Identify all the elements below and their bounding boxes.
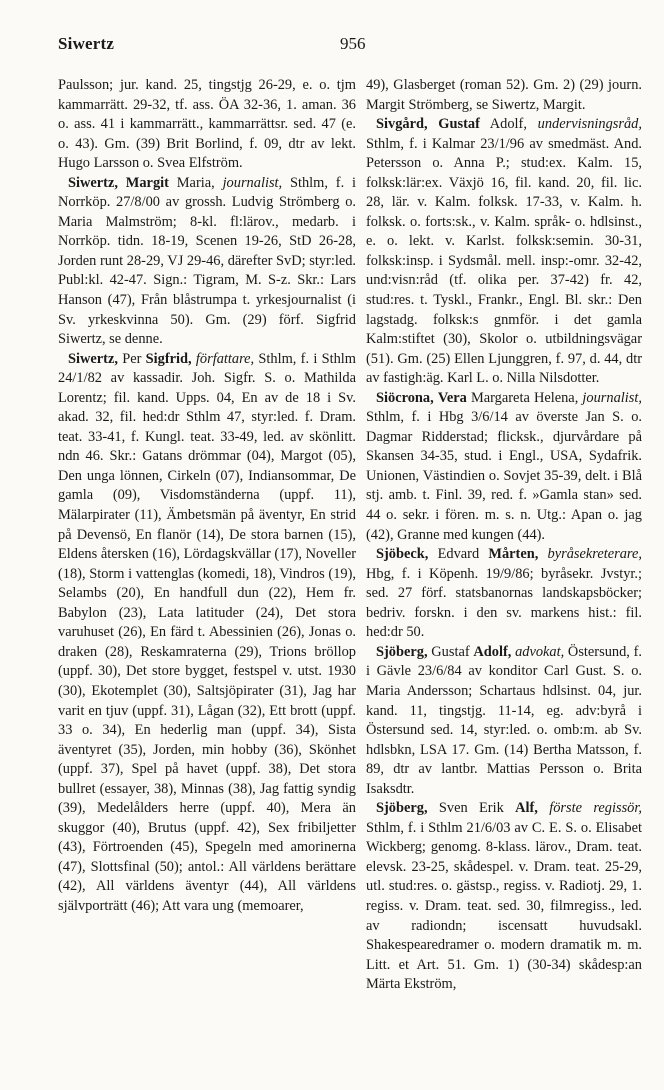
entry-sjobeck-marten: Sjöbeck, Edvard Mårten, byråsekreterare, Hbg, f. i Köpenh. 19/9/86; byråsekr. Jvstyr.; sed. 27 förf. statsbanornas landskapsböcker; bedriv. forskn. i den sv. markens hist.: fil. hed:dr 50.	[366, 546, 642, 641]
entry-given-name: Alf,	[515, 800, 538, 817]
entry-siocrona-vera: Siöcrona, Vera Margareta Helena, journalist, Sthlm, f. i Hbg 3/6/14 av överste Jan S. o. Dagmar Ridderstad; flicksk., djurvårdare på Skansen 34-35, stud. i Engl., USA, Sydafrik. Unionen, Västindien o. Sovjet 35-39, delt. i Blå stj. amb. t. Finl. 39, red. f. »Gamla stan» sed. 44 o. sekr. i fören. m. s. n. Utg.: Apan o. jag (42), Granne med kungen (44).	[366, 389, 642, 543]
entry-occupation: advokat,	[515, 643, 565, 660]
entry-given-name: Gustaf	[438, 116, 480, 133]
entry-sjoberg-adolf: Sjöberg, Gustaf Adolf, advokat, Östersund, f. i Gävle 23/6/84 av konditor Carl Gust. S. o. Maria Andersson; Schartaus hdlsinst. 04, jur. kand. 11, tingstjg. 11-14, eg. adv:byrå i Östersund sed. 14, styr:led. o. omb:m. ab Sv. hdlsbkn, LSA 17. Gm. (14) Bertha Matsson, f. 89, dtr av lantbr. Mattias Persson o. Brita Isaksdtr.	[366, 643, 642, 797]
entry-surname: Siöcrona,	[376, 389, 434, 406]
entry-sjoberg-alf: Sjöberg, Sven Erik Alf, förste regissör, Sthlm, f. i Sthlm 21/6/03 av C. E. S. o. Elisabet Wickberg; genomg. 8-klass. lärov., Dram. teat. elevsk. 23-25, skådespel. v. Dram. teat. 25-29, utl. stud:res. o. gästsp., regiss. v. Radiotj. 29, 1. regiss. v. Dram. teat. sed. 30, filmregiss., led. av radiondn; iscensatt huvudsakl. Shakespearedramer o. modern dramatik m. m. Litt. et Art. 51. Gm. 1) (30-34) skådesp:an Märta Ekström,	[366, 800, 642, 993]
page-header	[58, 34, 634, 58]
entry-siwertz-sigfrid: Siwertz, Per Sigfrid, författare, Sthlm, f. i Sthlm 24/1/82 av kassadir. Joh. Sigfr. S. o. Mathilda Lorentz; fil. kand. Upps. 04, En av de 18 i Sv. akad. 32, fil. hed:dr Sthlm 47, styr:led. f. Dram. teat. 33-41, f. Kungl. teat. 33-49, led. av skönlitt. ndn 46. Skr.: Gatans drömmar (04), Margot (05), Den unga lönnen, Cirkeln (07), Indiansommar, De gamla (09), Visdomständerna (uppf. 11), Mälarpirater (11), Ämbetsmän på äventyr, En strid på Devensö, En flanör (14), De stora barnen (15), Eldens återsken (16), Lördagskvällar (17), Noveller (18), Storm i vattenglas (komedi, 18), Vindros (19), Selambs (20), En handfull dun (22), Hem fr. Babylon (23), Lata latituder (24), Det stora varuhuset (26), En färd t. Abessinien (26), Jonas o. draken (28), Reskamraterna (29), Trions bröllop (uppf. 30), Det store bygget, festspel v. utst. 1930 (30), Ekotemplet (30), Saltsjöpirater (31), Jag har varit en tjuv (uppf. 31), Lågan (32), Ett brott (uppf. 33 o. 34), En hederlig man (uppf. 34), Sista äventyret (35), Jorden, min hobby (36), Skönhet (uppf. 37), Spel på havet (uppf. 38), Det stora bullret (essayer, 38), Minnas (38), Jag fattig syndig (39), Medelålders herre (uppf. 40), Mera än skuggor (40), Brutus (uppf. 42), Sex fribiljetter (43), Förtroenden (45), Spegeln med amorinerna (47), Slottsfinal (50); antol.: All världens berättare (42), All världens äventyr (44), All världens självporträtt (46); Att vara ung (memoarer,	[58, 350, 356, 914]
entry-occupation: byråsekreterare,	[547, 546, 642, 563]
running-head: Siwertz	[58, 34, 115, 53]
entry-sivgard-gustaf: Sivgård, Gustaf Adolf, undervisningsråd, Sthlm, f. i Kalmar 23/1/96 av smedmäst. And. Petersson o. Anna P.; stud:ex. Kalm. 15, folksk:lär:ex. Växjö 16, fil. kand. 20, fil. lic. 28, lär. v. Kalm. folksk. 17-33, v. Kalm. h. folksk. o. forts:sk., v. Kalm. språk- o. hdlsinst., e. o. lekt. v. Karlst. folksk:semin. 30-31, folksk:insp. i Sydsmål. mell. insp:-omr. 32-42, und:visn:råd (tf. olika per. 37-42) fr. 42, stud:res. t. Tyskl., Frankr., Engl. Bl. skr.: Den lagstadg. folksk:s gnmför. i det gamla Kalm:stiftet (30), Skolor o. utbildningsvägar (51). Gm. (25) Ellen Ljunggren, f. 97, d. 44, dtr av fastigh:äg. Karl L. o. Nilla Nilsdotter.	[366, 116, 642, 387]
right-column	[366, 76, 642, 995]
entry-occupation: författare,	[195, 350, 255, 367]
entry-surname: Sjöbeck,	[376, 546, 429, 563]
entry-continuation: Paulsson; jur. kand. 25, tingstjg 26-29, e. o. tjm kammarrätt. 29-32, tf. ass. ÖA 32-36, 1. aman. 36 o. ass. 41 i kammarrätt., kammarrättsr. sed. 47 (e. o. 43). Gm. (39) Brit Borlind, f. 09, dtr av lekt. Hugo Larsson o. Svea Elfström.	[58, 77, 356, 172]
entry-occupation: journalist,	[222, 174, 283, 191]
entry-occupation: journalist,	[582, 389, 642, 406]
entry-occupation: förste regissör,	[549, 800, 642, 817]
page-number: 956	[340, 34, 366, 53]
entry-surname: Sjöberg,	[376, 800, 428, 817]
entry-surname: Siwertz,	[68, 350, 118, 367]
entry-given-name: Margit	[125, 174, 169, 191]
entry-siwertz-margit: Siwertz, Margit Maria, journalist, Sthlm, f. i Norrköp. 27/8/00 av grossh. Ludvig Strömberg o. Maria Malmström; 8-kl. fl:lärov., medarb. i Norrköp. tidn. 18-19, Scenen 19-26, StD 26-28, Jorden runt 28-29, VJ 29-46, därefter SvD; styr:led. Publ:kl. 42-47. Sign.: Tigram, M. S-z. Skr.: Lars Hanson (47), Från blåstrumpa t. yrkesjournalist (i Sv. yrkeskvinna 50). Gm. (29) förf. Sigfrid Siwertz, se denne.	[58, 174, 356, 348]
entry-given-name: Vera	[437, 389, 467, 406]
entry-surname: Sivgård,	[376, 116, 428, 133]
left-column	[58, 76, 356, 917]
entry-given-name: Sigfrid,	[145, 350, 192, 367]
entry-surname: Siwertz,	[68, 174, 118, 191]
entry-occupation: undervisningsråd,	[537, 116, 642, 133]
entry-given-name: Adolf,	[473, 643, 512, 660]
entry-given-name: Mårten,	[488, 546, 539, 563]
entry-surname: Sjöberg,	[376, 643, 428, 660]
entry-continuation: 49), Glasberget (roman 52). Gm. 2) (29) journ. Margit Strömberg, se Siwertz, Margit.	[366, 77, 642, 113]
